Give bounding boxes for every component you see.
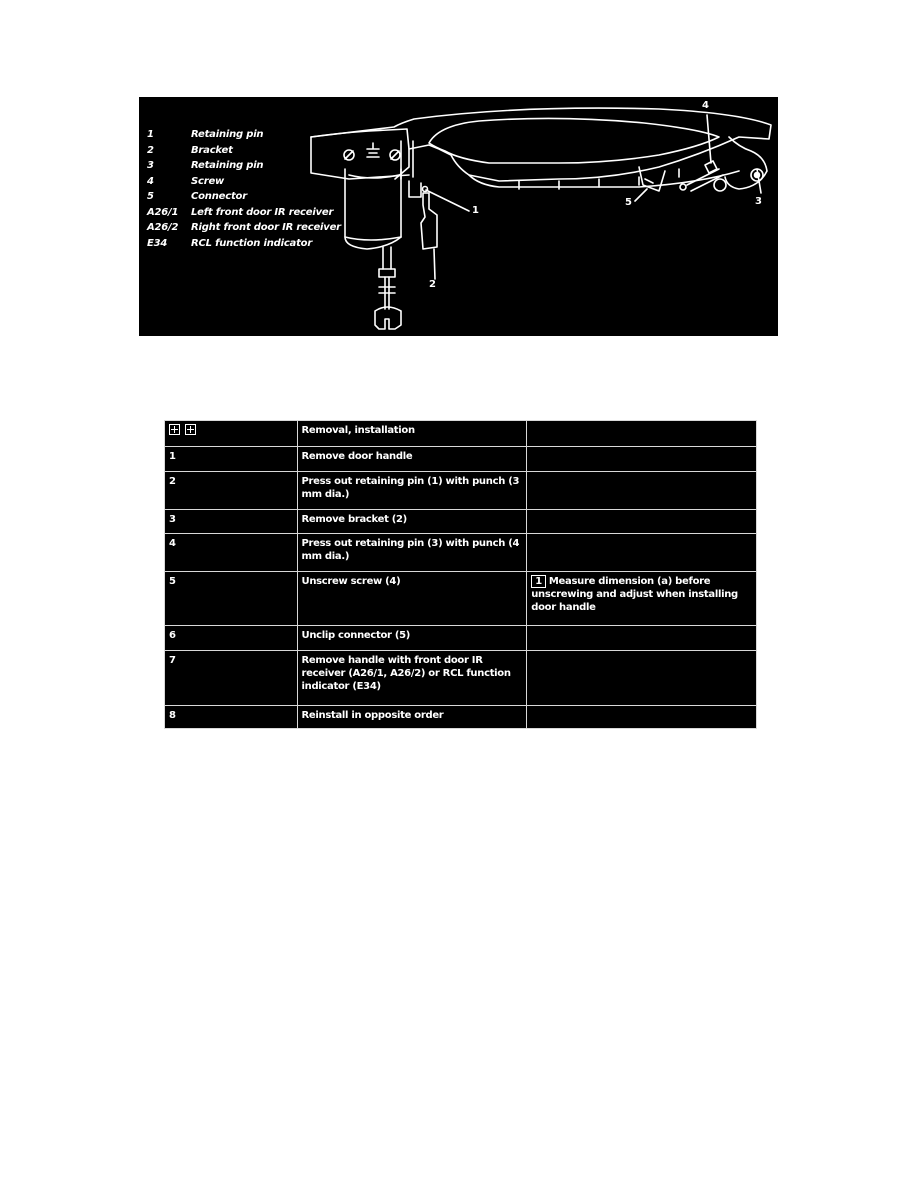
table-row xyxy=(164,651,757,706)
legend-label: Connector xyxy=(191,191,247,203)
step-note xyxy=(527,626,757,651)
legend-label: RCL function indicator xyxy=(191,237,313,249)
door-handle-diagram xyxy=(139,97,778,336)
step-action: Reinstall in opposite order xyxy=(298,706,528,729)
step-number: 6 xyxy=(164,626,298,651)
legend-label: Retaining pin xyxy=(191,129,264,141)
table-header-row xyxy=(164,420,757,447)
step-action: Remove handle with front door IR receiver (A26/1, A26/2) or RCL function indicator (E34) xyxy=(298,651,528,706)
callout-screw-4: 4 xyxy=(702,100,709,111)
step-action: Press out retaining pin (3) with punch (4 mm dia.) xyxy=(298,534,528,572)
table-row xyxy=(164,510,757,534)
table-row xyxy=(164,472,757,510)
callout-connector-5: 5 xyxy=(625,197,632,208)
installation-symbol-icon xyxy=(185,424,196,435)
legend-key: 2 xyxy=(147,144,154,156)
step-action: Press out retaining pin (1) with punch (3 mm dia.) xyxy=(298,472,528,510)
table-row xyxy=(164,706,757,729)
step-number: 4 xyxy=(164,534,298,572)
table-row xyxy=(164,447,757,473)
legend-key: 5 xyxy=(147,191,154,203)
step-note xyxy=(527,510,757,534)
legend-key: 1 xyxy=(147,129,154,141)
table-row xyxy=(164,626,757,651)
removal-symbol-icon xyxy=(169,424,180,435)
step-number: 3 xyxy=(164,510,298,534)
legend-key: 3 xyxy=(147,160,154,172)
step-note xyxy=(527,447,757,473)
header-symbols-cell xyxy=(164,420,298,447)
step-action: Remove door handle xyxy=(298,447,528,473)
step-number: 1 xyxy=(164,447,298,473)
legend-label: Screw xyxy=(191,175,225,187)
step-number: 8 xyxy=(164,706,298,729)
table-row xyxy=(164,534,757,572)
table-row xyxy=(164,572,757,626)
step-note xyxy=(527,706,757,729)
step-note xyxy=(527,534,757,572)
step-note xyxy=(527,472,757,510)
legend-label: Right front door IR receiver xyxy=(191,222,341,234)
legend-key: A26/1 xyxy=(147,206,179,218)
step-note xyxy=(527,651,757,706)
removal-installation-table xyxy=(164,420,757,729)
legend-label: Retaining pin xyxy=(191,160,264,172)
legend-label: Left front door IR receiver xyxy=(191,206,334,218)
note-reference-box: 1 xyxy=(531,575,546,588)
step-number: 5 xyxy=(164,572,298,626)
step-number: 7 xyxy=(164,651,298,706)
step-note xyxy=(527,572,757,626)
callout-retaining-pin-1: 1 xyxy=(472,205,479,216)
callout-bracket-2: 2 xyxy=(429,279,436,290)
step-action: Unscrew screw (4) xyxy=(298,572,528,626)
step-number: 2 xyxy=(164,472,298,510)
step-action: Unclip connector (5) xyxy=(298,626,528,651)
header-title: Removal, installation xyxy=(298,420,528,447)
legend-key: 4 xyxy=(147,175,154,187)
step-action: Remove bracket (2) xyxy=(298,510,528,534)
legend-key: A26/2 xyxy=(147,222,179,234)
callout-retaining-pin-3: 3 xyxy=(755,196,762,207)
legend-key: E34 xyxy=(147,237,168,249)
header-note xyxy=(527,420,757,447)
handle-line-drawing xyxy=(139,97,778,336)
note-text: Measure dimension (a) before unscrewing and adjust when installing door handle xyxy=(531,575,738,613)
legend-label: Bracket xyxy=(191,144,233,156)
